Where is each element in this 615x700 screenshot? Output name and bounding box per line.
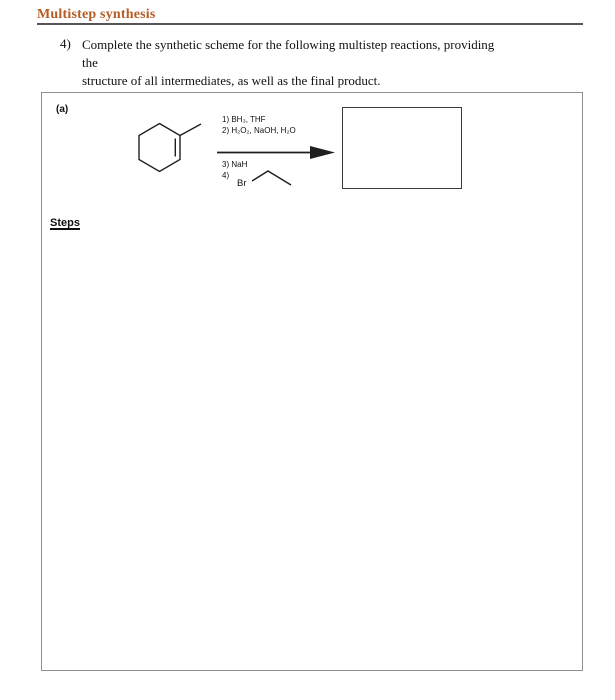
cyclohexene-ring-bond	[139, 124, 180, 172]
methylcyclohexene-structure	[128, 113, 212, 181]
question-text	[82, 36, 512, 90]
reaction-conditions-above	[222, 115, 296, 136]
bromine-atom-label: Br	[237, 178, 247, 189]
condition-step-2: 2) H₂O₂, NaOH, H₂O	[222, 125, 296, 135]
methyl-substituent-bond	[180, 124, 201, 136]
question-text-line-1: Complete the synthetic scheme for the following multistep reactions, providing the	[82, 37, 495, 70]
ethyl-chain-bond	[252, 171, 291, 185]
ethyl-bromide-structure	[249, 167, 295, 189]
arrow-head	[310, 146, 335, 159]
section-title: Multistep synthesis	[37, 7, 156, 22]
part-label: (a)	[56, 104, 69, 115]
condition-step-1: 1) BH₃, THF	[222, 115, 266, 124]
condition-step-3: 3) NaH	[222, 160, 248, 169]
title-rule	[37, 23, 583, 25]
product-answer-box[interactable]	[342, 107, 462, 189]
question-text-line-2: structure of all intermediates, as well as the final product.	[82, 73, 381, 88]
steps-label: Steps	[50, 217, 80, 229]
condition-step-4: 4)	[222, 171, 230, 180]
question-number: 4)	[60, 36, 71, 51]
problem-panel	[41, 92, 583, 671]
